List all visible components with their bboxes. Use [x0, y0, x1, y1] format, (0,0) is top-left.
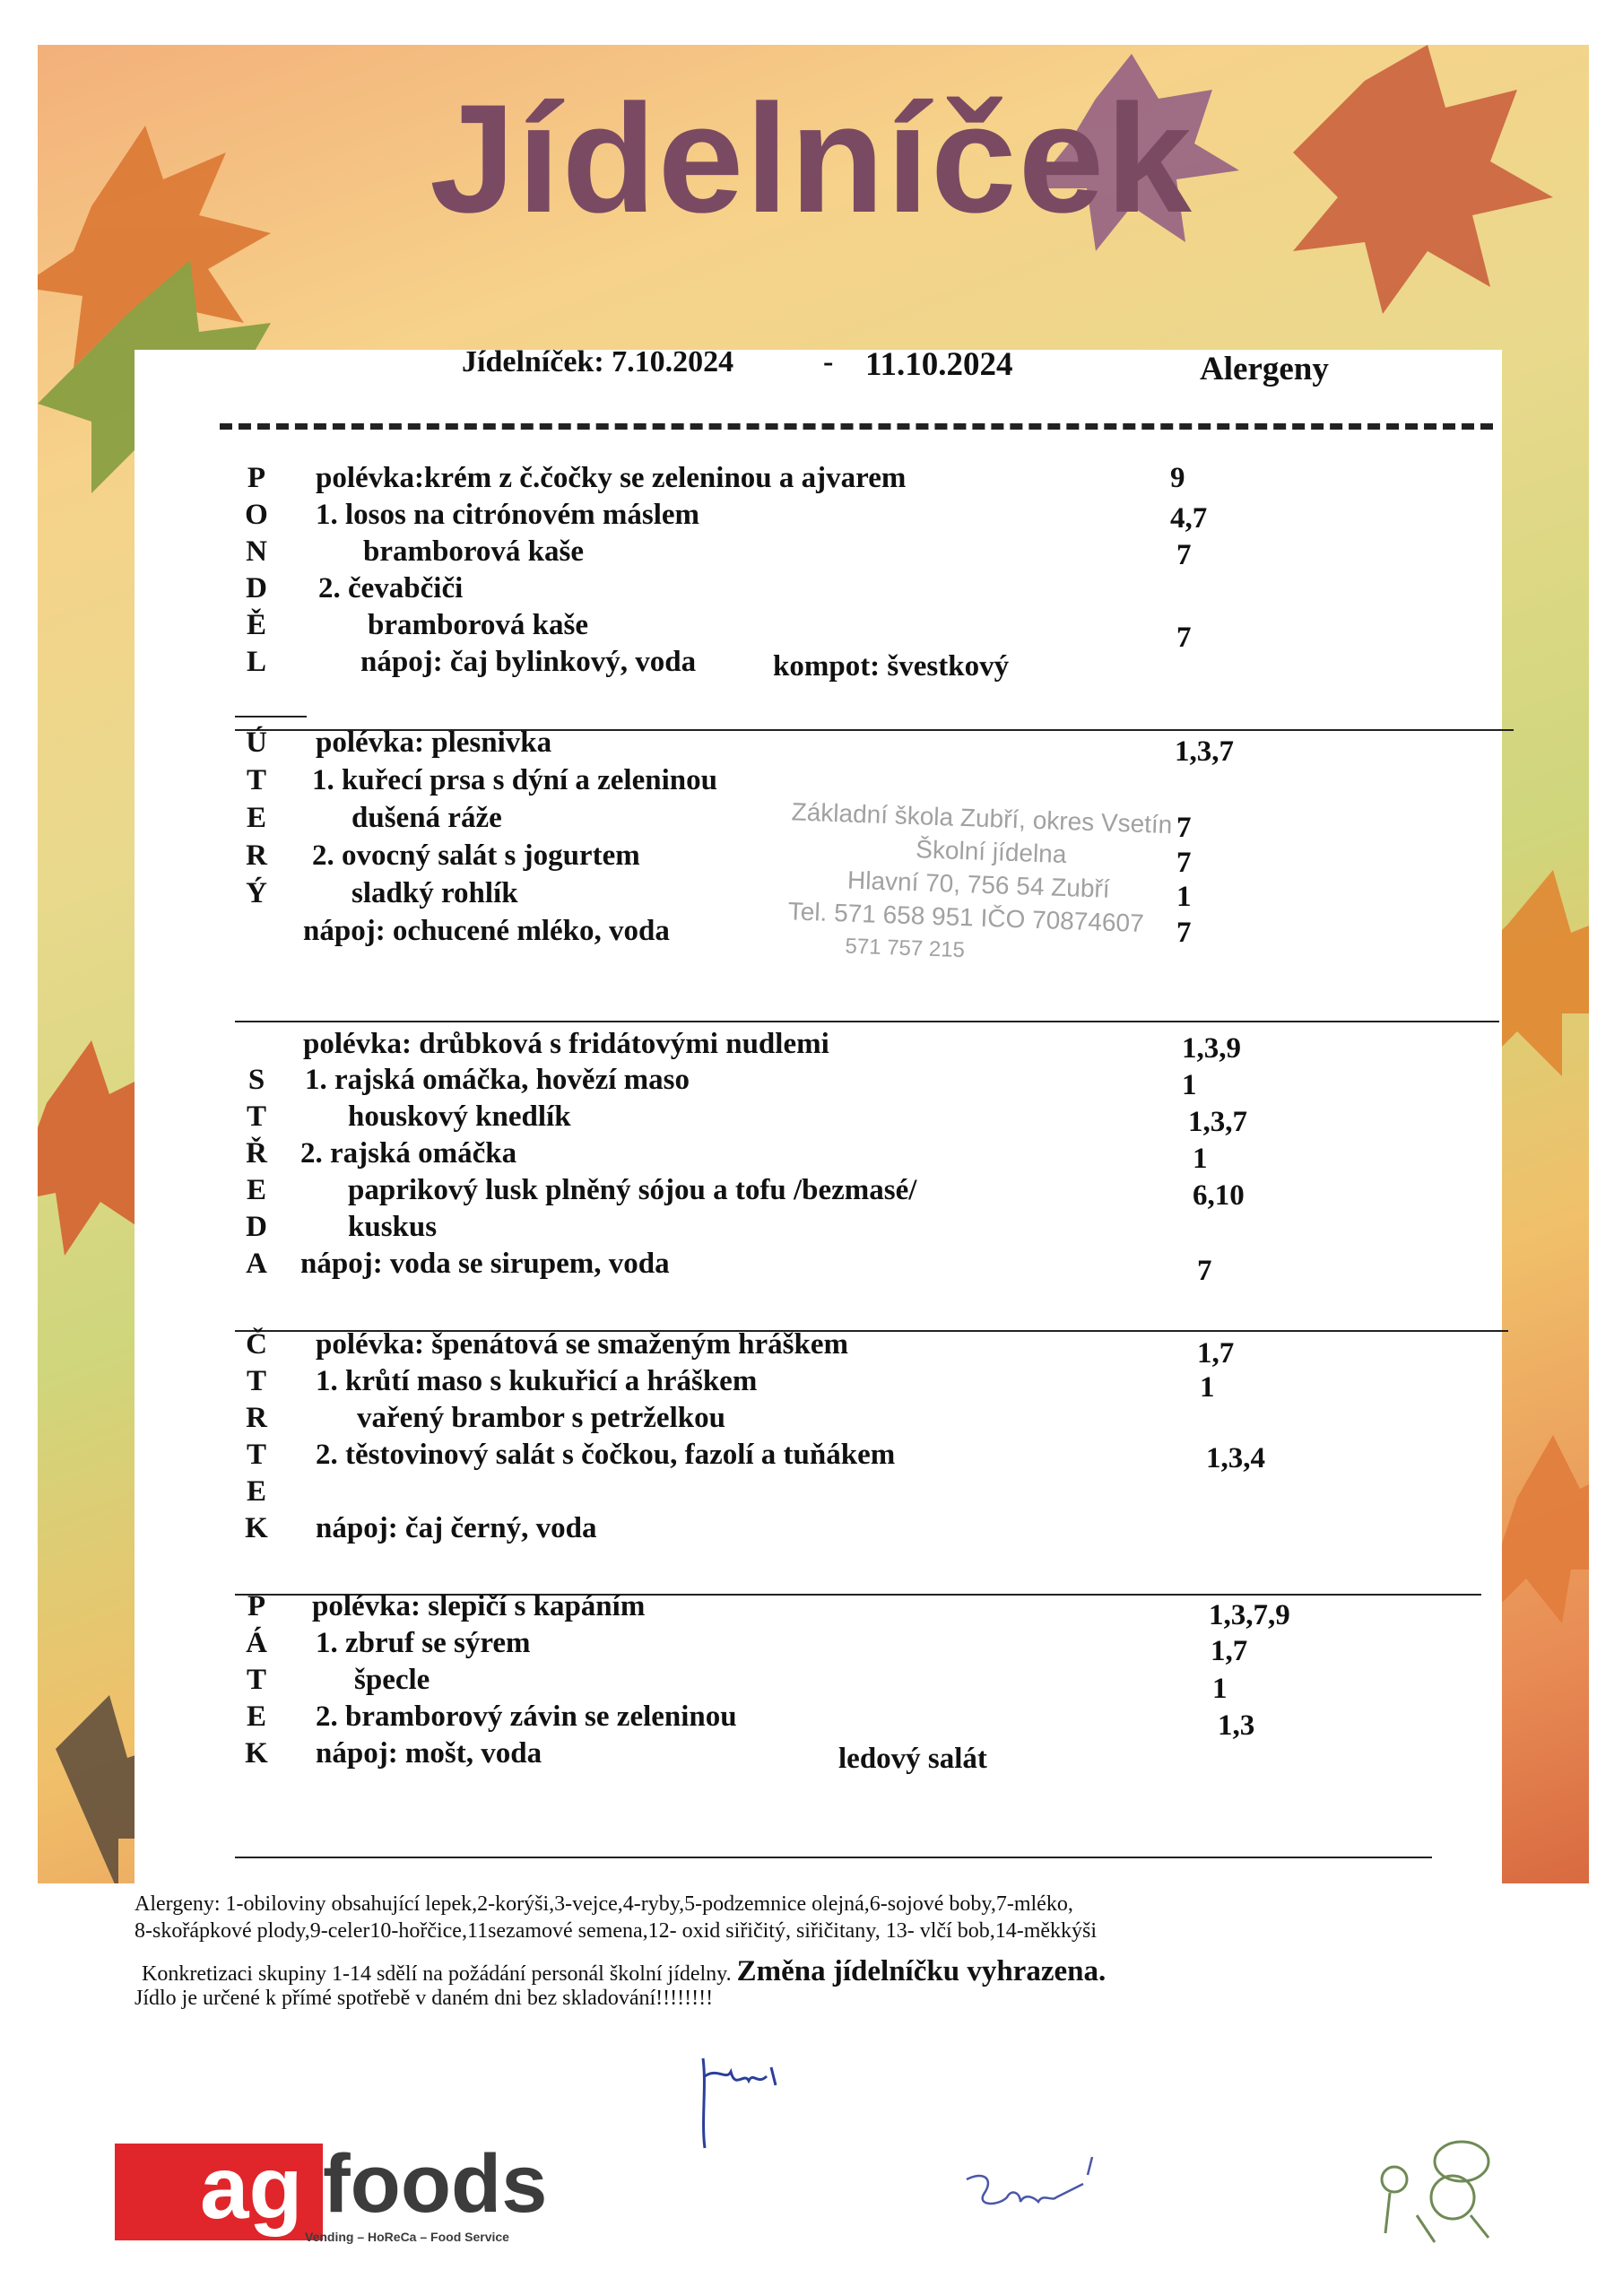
- footer-note: [142, 1955, 1106, 1988]
- stamp-line: Hlavní 70, 756 54 Zubří: [846, 865, 1111, 903]
- allergen-codes: 1: [1212, 1673, 1228, 1705]
- stamp-line: 571 757 215: [845, 934, 966, 963]
- allergen-codes: 9: [1170, 462, 1185, 494]
- menu-item: špecle: [354, 1664, 430, 1696]
- day-letter: K: [245, 1512, 268, 1544]
- allergen-codes: 7: [1176, 812, 1192, 844]
- logo-tagline: Vending – HoReCa – Food Service: [305, 2230, 509, 2244]
- period-start: Jídelníček: 7.10.2024: [462, 345, 734, 378]
- day-letter: D: [246, 572, 267, 604]
- menu-item: dušená ráže: [352, 802, 502, 834]
- menu-item: kuskus: [348, 1211, 438, 1243]
- day-letter: E: [246, 1174, 266, 1206]
- maple-leaf-icon: [1499, 1435, 1589, 1623]
- day-letter: Á: [246, 1627, 267, 1659]
- allergen-codes: 1: [1200, 1371, 1215, 1404]
- day-letter: R: [246, 1402, 267, 1434]
- day-letter: E: [246, 1475, 266, 1508]
- day-letter: P: [247, 1590, 266, 1622]
- logo-ag: ag: [200, 2138, 303, 2237]
- allergen-codes: 1,7: [1197, 1337, 1235, 1370]
- allergen-legend: 8-skořápkové plody,9-celer10-hořčice,11sezamové semena,12- oxid siřičitý, siřičitany, 13- vlčí bob,14-měkkýši: [135, 1919, 1098, 1943]
- allergens-header: Alergeny: [1200, 351, 1329, 387]
- menu-item: 1. zbruf se sýrem: [316, 1627, 531, 1659]
- footer-note-text: Konkretizaci skupiny 1-14 sdělí na požádání personál školní jídelny.: [142, 1962, 732, 1986]
- stamp-line: Základní škola Zubří, okres Vsetín: [791, 797, 1173, 839]
- header-divider: [220, 423, 1493, 430]
- allergen-codes: 1: [1182, 1069, 1197, 1101]
- menu-change-notice: Změna jídelníčku vyhrazena.: [736, 1955, 1107, 1987]
- day-letter: T: [246, 1365, 266, 1397]
- allergen-legend: Alergeny: 1-obiloviny obsahující lepek,2-korýši,3-vejce,4-ryby,5-podzemnice olejná,6-sojové boby,7-mléko,: [135, 1892, 1073, 1916]
- menu-item: 2. bramborový závin se zeleninou: [316, 1700, 737, 1733]
- menu-item: polévka: špenátová se smaženým hráškem: [316, 1328, 848, 1361]
- menu-item-extra: ledový salát: [838, 1743, 987, 1775]
- allergen-codes: 1: [1193, 1143, 1208, 1175]
- menu-item: paprikový lusk plněný sójou a tofu /bezmasé/: [348, 1174, 917, 1206]
- allergen-codes: 1,7: [1211, 1635, 1248, 1667]
- menu-item: bramborová kaše: [368, 609, 588, 641]
- divider: [235, 1021, 1499, 1022]
- allergen-codes: 1,3: [1218, 1709, 1255, 1742]
- allergen-codes: 7: [1176, 539, 1192, 571]
- day-letter: Ú: [246, 726, 267, 759]
- menu-item: 2. těstovinový salát s čočkou, fazolí a tuňákem: [316, 1439, 896, 1471]
- day-letter: E: [246, 802, 266, 834]
- menu-item: polévka: plesnivka: [316, 726, 552, 759]
- allergen-codes: 1,3,9: [1182, 1032, 1241, 1065]
- menu-item: nápoj: čaj bylinkový, voda: [360, 646, 697, 678]
- footer-note: Jídlo je určené k přímé spotřebě v daném dni bez skladování!!!!!!!!: [135, 1987, 714, 2010]
- menu-item: polévka: drůbková s fridátovými nudlemi: [303, 1028, 829, 1060]
- allergen-codes: 6,10: [1193, 1179, 1245, 1212]
- menu-item-extra: kompot: švestkový: [773, 650, 1010, 683]
- day-letter: Ě: [246, 609, 266, 641]
- day-letter: D: [246, 1211, 267, 1243]
- menu-item: 2. ovocný salát s jogurtem: [312, 839, 640, 872]
- menu-item: nápoj: mošt, voda: [316, 1737, 542, 1770]
- page-title: Jídelníček: [430, 73, 1193, 245]
- menu-item: vařený brambor s petrželkou: [357, 1402, 725, 1434]
- stamp-line: Školní jídelna: [915, 835, 1067, 869]
- allergen-codes: 1,3,7: [1188, 1106, 1247, 1138]
- day-letter: R: [246, 839, 267, 872]
- menu-item: bramborová kaše: [363, 535, 584, 568]
- day-letter: Ř: [246, 1137, 267, 1170]
- day-letter: E: [246, 1700, 266, 1733]
- signature: [958, 2152, 1110, 2233]
- menu-item: sladký rohlík: [352, 877, 518, 909]
- day-letter: T: [246, 1439, 266, 1471]
- menu-item: nápoj: čaj černý, voda: [316, 1512, 597, 1544]
- logo-foods: foods: [323, 2138, 548, 2230]
- menu-item: 1. losos na citrónovém máslem: [316, 499, 700, 531]
- allergen-codes: 1,3,7: [1175, 735, 1234, 768]
- day-letter: L: [246, 646, 266, 678]
- period-end: 11.10.2024: [865, 346, 1013, 383]
- day-letter: T: [246, 764, 266, 796]
- menu-item: 1. kuřecí prsa s dýní a zeleninou: [312, 764, 717, 796]
- day-letter: N: [246, 535, 267, 568]
- menu-item: polévka:krém z č.čočky se zeleninou a ajvarem: [316, 462, 907, 494]
- signature: [690, 2049, 798, 2157]
- allergen-codes: 4,7: [1170, 502, 1208, 535]
- day-letter: T: [246, 1100, 266, 1133]
- menu-item: 1. rajská omáčka, hovězí maso: [305, 1064, 690, 1096]
- menu-item: nápoj: voda se sirupem, voda: [300, 1248, 670, 1280]
- school-stamp: [786, 795, 1240, 976]
- day-letter: S: [247, 1064, 265, 1096]
- allergen-codes: 1: [1176, 881, 1192, 913]
- menu-item: houskový knedlík: [348, 1100, 571, 1133]
- day-letter: A: [246, 1248, 267, 1280]
- divider: [235, 716, 307, 718]
- menu-item: 1. krůtí maso s kukuřicí a hráškem: [316, 1365, 758, 1397]
- day-letter: K: [245, 1737, 268, 1770]
- allergen-codes: 7: [1176, 622, 1192, 654]
- stamp-line: Tel. 571 658 951 IČO 70874607: [787, 897, 1145, 938]
- allergen-codes: 7: [1176, 917, 1192, 949]
- day-letter: T: [246, 1664, 266, 1696]
- day-letter: P: [247, 462, 266, 494]
- menu-item: 2. čevabčiči: [318, 572, 464, 604]
- menu-item: nápoj: ochucené mléko, voda: [303, 915, 670, 947]
- menu-item: 2. rajská omáčka: [300, 1137, 517, 1170]
- allergen-codes: 7: [1197, 1255, 1212, 1287]
- divider: [235, 1857, 1432, 1858]
- menu-item: polévka: slepičí s kapáním: [312, 1590, 646, 1622]
- allergen-codes: 1,3,7,9: [1209, 1599, 1290, 1631]
- chef-icon: [1363, 2126, 1506, 2251]
- day-letter: Č: [246, 1328, 267, 1361]
- day-letter: O: [245, 499, 268, 531]
- agfoods-logo: [115, 2138, 548, 2251]
- allergen-codes: 1,3,4: [1206, 1442, 1265, 1474]
- period-dash: -: [823, 345, 834, 378]
- day-letter: Ý: [246, 877, 267, 909]
- allergen-codes: 7: [1176, 847, 1192, 879]
